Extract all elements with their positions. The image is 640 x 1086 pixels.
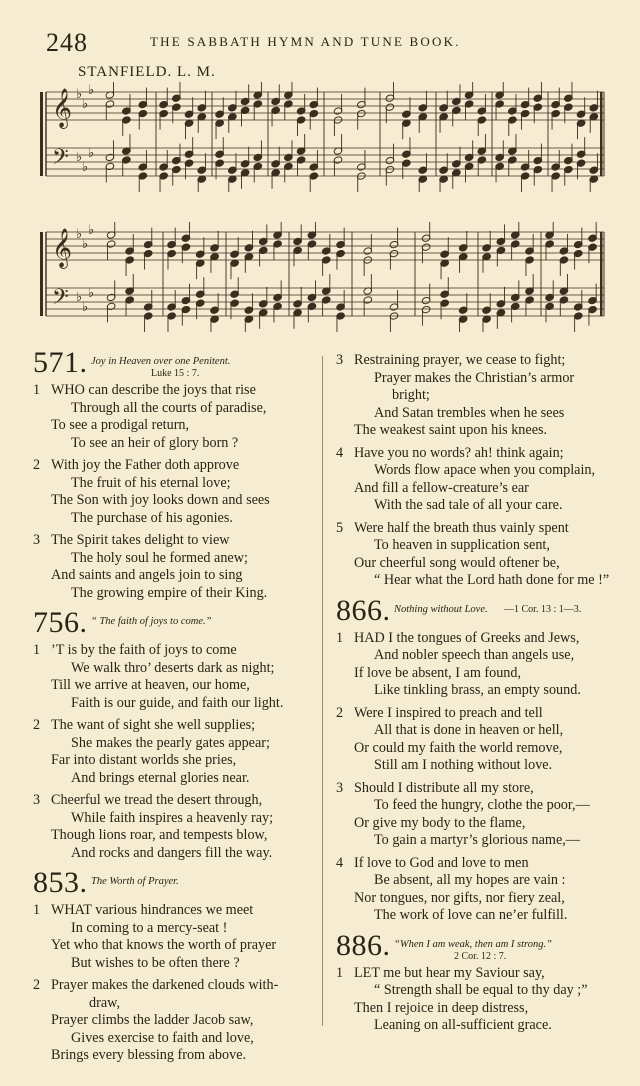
verse (336, 965, 620, 1035)
verse-line: Though lions roar, and tempests blow, (51, 827, 268, 843)
verse-number: 2 (33, 457, 41, 473)
verse-line: Still am I nothing without love. (374, 757, 553, 773)
verse-line: Faith is our guide, and faith our light. (71, 694, 284, 711)
verse-line: Brings every blessing from above. (51, 1047, 247, 1063)
verse-line: And saints and angels join to sing (51, 567, 243, 583)
verse-number: 1 (33, 902, 41, 918)
verse-line: 2 Prayer makes the darkened clouds with- (33, 977, 279, 993)
flat-icon: ♭ (76, 290, 83, 305)
treble-clef-icon: 𝄞 (52, 228, 73, 268)
hymn (336, 928, 620, 1035)
verse-line: While faith inspires a heavenly ray; (71, 809, 274, 826)
verse-line: The weakest saint upon his knees. (354, 422, 548, 438)
hymn-title: “When I am weak, then am I strong.” (394, 938, 552, 950)
verse-line: Like tinkling brass, an empty sound. (374, 682, 581, 698)
verse-number: 3 (336, 779, 344, 796)
system-brace (40, 92, 43, 176)
flat-icon: ♭ (82, 300, 89, 315)
verse-line: Words flow apace when you complain, (374, 462, 596, 478)
flat-icon: ♭ (88, 83, 95, 98)
hymn (33, 346, 315, 602)
verse-line: And Satan trembles when he sees (374, 404, 565, 421)
verse-line: Leaning on all-sufficient grace. (374, 1017, 552, 1033)
verse-line: The growing empire of their King. (71, 584, 268, 601)
verse-line: 1 WHO can describe the joys that rise (33, 382, 256, 398)
treble-clef-icon: 𝄞 (52, 88, 73, 128)
verse-line: 2 With joy the Father doth approve (33, 457, 240, 473)
hymn-number: 756. (33, 606, 88, 639)
verse (33, 717, 315, 787)
verse-line: Nor tongues, nor gifts, nor fiery zeal, (354, 889, 565, 906)
verse-line: Through all the courts of paradise, (71, 399, 267, 416)
column-divider (322, 356, 323, 1026)
hymn (336, 593, 620, 925)
verse-line: The work of love can ne’er fulfill. (374, 907, 568, 923)
verse-line: 4 If love to God and love to men (336, 854, 529, 871)
verse-number: 1 (336, 964, 344, 981)
verse (33, 977, 315, 1065)
verse-line: With the sad tale of all your care. (374, 497, 563, 513)
scripture-reference: —1 Cor. 13 : 1—3. (504, 603, 582, 615)
verse (336, 780, 620, 850)
verse-line: And nobler speech than angels use, (374, 647, 575, 663)
verse-line: But wishes to be often there ? (71, 954, 240, 971)
hymn-heading (336, 593, 620, 630)
verse (33, 457, 315, 527)
verse-line: Gives exercise to faith and love, (71, 1029, 254, 1046)
verse-line: Or give my body to the flame, (354, 814, 526, 831)
verse-line: To heaven in supplication sent, (374, 537, 550, 553)
final-bar (600, 232, 603, 316)
hymn (33, 606, 315, 862)
verse-line: All that is done in heaven or hell, (374, 722, 564, 738)
verse-line: If love be absent, I am found, (354, 664, 522, 681)
flat-icon: ♭ (76, 87, 83, 102)
hymn-title: Joy in Heaven over one Penitent. (91, 356, 231, 367)
hymn-heading (33, 346, 315, 382)
verse-line: Our cheerful song would oftener be, (354, 554, 560, 571)
verse-line: Far into distant worlds she pries, (51, 752, 237, 768)
flat-icon: ♭ (76, 227, 83, 242)
verse-line: And brings eternal glories near. (71, 769, 250, 786)
verse-line: The fruit of his eternal love; (71, 474, 231, 491)
verse-line: “ Hear what the Lord hath done for me !” (374, 572, 610, 588)
verse-line: Then I rejoice in deep distress, (354, 999, 529, 1016)
verse-line: The Son with joy looks down and sees (51, 492, 270, 508)
right-column (336, 352, 620, 1045)
verse (336, 855, 620, 925)
verse-line: The purchase of his agonies. (71, 509, 233, 526)
verse-line: Be absent, all my hopes are vain : (374, 872, 566, 888)
verse-number: 4 (336, 444, 344, 461)
verse-line: The holy soul he formed anew; (71, 549, 248, 566)
verse (336, 352, 620, 440)
hymn-heading (336, 928, 620, 965)
verse-line: Or could my faith the world remove, (354, 739, 563, 756)
scripture-reference: Luke 15 : 7. (151, 368, 200, 379)
verse-line: To feed the hungry, clothe the poor,— (374, 797, 590, 813)
flat-icon: ♭ (82, 237, 89, 252)
verse-line: 3 Should I distribute all my store, (336, 779, 534, 796)
verse-line: 1 WHAT various hindrances we meet (33, 902, 254, 918)
verse-number: 3 (336, 352, 344, 368)
verse-number: 1 (336, 629, 344, 646)
page-number: 248 (46, 28, 88, 57)
verse-line: Prayer climbs the ladder Jacob saw, (51, 1012, 254, 1028)
bass-clef-icon: 𝄢 (52, 285, 69, 315)
music-system-2 (38, 222, 610, 332)
hymn-number: 866. (336, 593, 391, 627)
system-brace (40, 232, 43, 316)
verse-line: Till we arrive at heaven, our home, (51, 677, 250, 693)
hymn-title: “ The faith of joys to come.” (91, 616, 212, 627)
verse (33, 382, 315, 452)
flat-icon: ♭ (88, 286, 95, 301)
verse-line: 4 Have you no words? ah! think again; (336, 444, 564, 461)
flat-icon: ♭ (88, 146, 95, 161)
verse-number: 4 (336, 854, 344, 871)
flat-icon: ♭ (82, 97, 89, 112)
left-column (33, 346, 315, 1075)
verse-line: And rocks and dangers fill the way. (71, 844, 273, 861)
scripture-reference: 2 Cor. 12 : 7. (454, 950, 507, 962)
verse-line: 2 The want of sight she well supplies; (33, 717, 256, 733)
verse-line: To see a prodigal return, (51, 417, 190, 433)
verse-number: 2 (33, 977, 41, 993)
verse-line: In coming to a mercy-seat ! (71, 919, 228, 936)
verse-number: 2 (336, 704, 344, 721)
hymn-number: 853. (33, 866, 88, 899)
verse-number: 5 (336, 519, 344, 536)
hymn-number: 571. (33, 346, 88, 379)
verse (33, 902, 315, 972)
hymn-title: Nothing without Love. (394, 603, 488, 615)
verse-number: 1 (33, 642, 41, 658)
bass-clef-icon: 𝄢 (52, 145, 69, 175)
hymn-number: 886. (336, 928, 391, 962)
verse-line: 3 Cheerful we tread the desert through, (33, 792, 263, 808)
verse (336, 520, 620, 590)
verse-line: 1 LET me but hear my Saviour say, (336, 964, 545, 981)
verse-line: To gain a martyr’s glorious name,— (374, 832, 580, 848)
verse-number: 3 (33, 792, 41, 808)
flat-icon: ♭ (82, 160, 89, 175)
verse-line: Yet who that knows the worth of prayer (51, 937, 277, 953)
verse (33, 642, 315, 712)
verse (336, 445, 620, 515)
music-system-1 (38, 82, 610, 192)
verse (336, 630, 620, 700)
hymn (33, 866, 315, 1065)
verse-line: And fill a fellow-creature’s ear (354, 479, 529, 496)
verse-line: bright; (392, 387, 430, 403)
verse-line: 3 The Spirit takes delight to view (33, 532, 230, 548)
hymn-continuation (336, 352, 620, 590)
verse-line: “ Strength shall be equal to thy day ;” (374, 982, 588, 998)
verse-line: 1 ’T is by the faith of joys to come (33, 642, 237, 658)
hymn-title: The Worth of Prayer. (91, 876, 179, 887)
running-head: THE SABBATH HYMN AND TUNE BOOK. (150, 34, 461, 49)
verse-number: 2 (33, 717, 41, 733)
hymn-heading (33, 866, 315, 902)
verse-line: To see an heir of glory born ? (71, 434, 239, 451)
verse-line: Prayer makes the Christian’s armor (374, 369, 575, 386)
verse-number: 1 (33, 382, 41, 398)
verse-line: 3 Restraining prayer, we cease to fight; (336, 352, 566, 368)
verse-line: 2 Were I inspired to preach and tell (336, 704, 543, 721)
verse (33, 532, 315, 602)
verse-line: draw, (89, 994, 120, 1011)
verse-number: 3 (33, 532, 41, 548)
hymn-heading (33, 606, 315, 642)
flat-icon: ♭ (76, 150, 83, 165)
tune-title: STANFIELD. L. M. (78, 64, 216, 80)
verse (33, 792, 315, 862)
verse-line: 5 Were half the breath thus vainly spent (336, 519, 569, 536)
verse-line: We walk thro’ deserts dark as night; (71, 659, 275, 676)
verse (336, 705, 620, 775)
flat-icon: ♭ (88, 223, 95, 238)
verse-line: She makes the pearly gates appear; (71, 734, 270, 751)
final-bar (600, 92, 603, 176)
verse-line: 1 HAD I the tongues of Greeks and Jews, (336, 629, 580, 646)
